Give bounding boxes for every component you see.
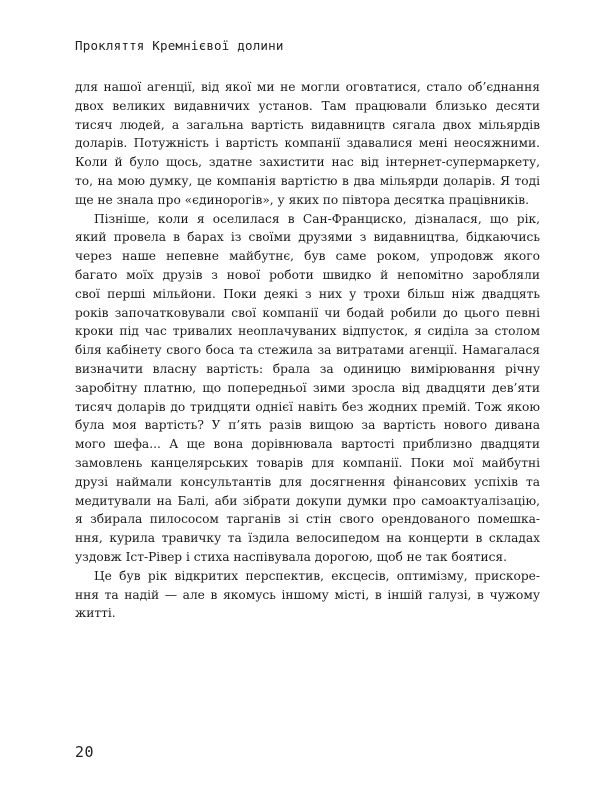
text-line: біля кабінету свого боса та стежила за витратами агенції. Намагалася [75,343,540,358]
text-line: уздовж Іст-Рівер і стиха наспівувала дорогою, щоб не так боятися. [75,549,507,564]
text-line: багато моїх друзів з нової роботи швидко й непомітно заробляли [75,267,540,282]
paragraph-1 [75,78,540,210]
text-line: тисяч людей, а загальна вартість видавництв сягала двох мільярдів [75,117,540,132]
text-line: заробітну платню, що попередньої зими зросла від двадцяти дев’яти [75,380,540,395]
text-line: Це був рік відкритих перспектив, ексцесів, оптимізму, прискоре- [94,568,540,583]
text-line: через наше непевне майбутнє, був саме роком, упродовж якого [75,249,540,264]
text-line: визначити власну вартість: брала за одиницю вимірювання річну [75,361,540,376]
text-line: Коли й було щось, здатне захистити нас від інтернет-супермаркету, [75,155,540,170]
paragraph-2 [75,210,540,567]
running-head: Прокляття Кремнієвої долини [75,38,284,53]
page-number: 20 [75,743,95,761]
text-line: років започатковували свої компанії чи бодай робили до цього певні [75,305,540,320]
paragraph-3 [75,567,540,623]
text-line: двох великих видавничих установ. Там працювали близько десяти [75,98,540,113]
text-line: кроки під час тривалих неоплачуваних відпусток, я сиділа за столом [75,324,540,339]
text-line: житті. [75,606,116,621]
text-line: тисяч доларів до тридцяти однієї навіть без жодних премій. Тож якою [75,399,540,414]
text-line: я збирала пилососом тарганів зі стін свого орендованого помешка- [75,512,540,527]
text-line: то, на мою думку, це компанія вартістю в два мільярди доларів. Я тоді [75,173,540,188]
text-line: друзі наймали консультантів для досягнення фінансових успіхів та [75,474,540,489]
text-line: замовлень канцелярських товарів для компанії. Поки мої майбутні [75,455,540,470]
text-line: була моя вартість? У п’ять разів вищою за вартість нового дивана [75,418,540,433]
text-line: ще не знала про «єдинорогів», у яких по півтора десятка працівників. [75,192,530,207]
body-text [75,78,540,623]
text-line: Пізніше, коли я оселилася в Сан-Франциско, дізналася, що рік, [94,211,540,226]
text-line: для нашої агенції, від якої ми не могли оговтатися, стало об’єднання [75,80,540,94]
text-line: свої перші мільйони. Поки деякі з них у трохи більш ніж двадцять [75,286,540,301]
text-line: який провела в барах із своїми друзями з видавництва, бідкаючись [75,230,540,245]
text-line: медитували на Балі, аби зібрати докупи думки про самоактуалізацію, [75,493,540,508]
text-line: ння та надій — але в якомусь іншому місті, в іншій галузі, в чужому [75,587,540,602]
text-line: ння, курила травичку та їздила велосипедом на концерти в складах [75,531,540,546]
text-line: доларів. Потужність і вартість компанії здавалися мені неосяжними. [75,136,540,151]
text-line: мого шефа... А ще вона дорівнювала вартості приблизно двадцяти [75,437,540,452]
